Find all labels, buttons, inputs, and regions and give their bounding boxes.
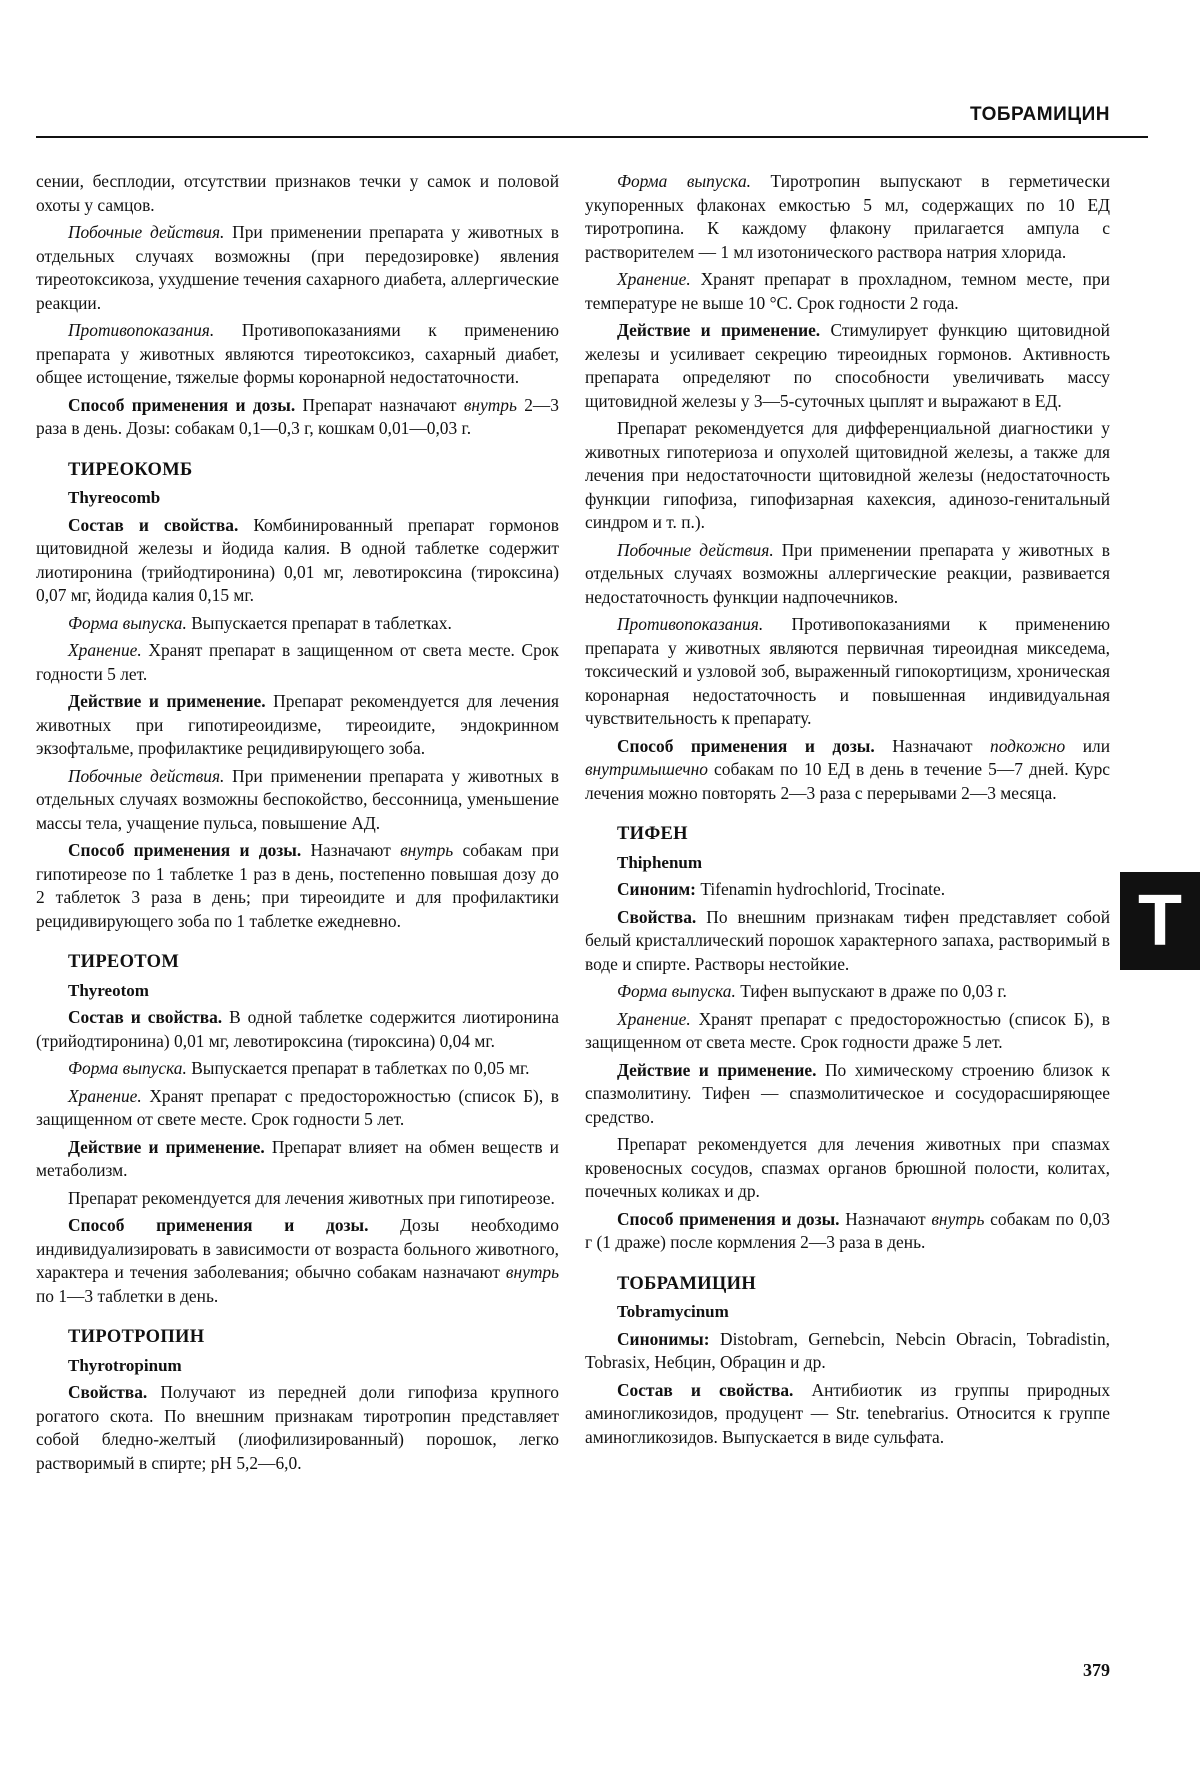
synonym-label: Синонимы: <box>617 1328 710 1349</box>
contraindications-text: Противопоказаниями к применению препарата у животных являются первичная тиреоидная микседема, токсический и узловой зоб, выраженный гипокортицизм, хроническая коронарная недостаточность и повышенная индивидуальная чувствительность к препарату. <box>585 614 1110 728</box>
storage-text: Хранят препарат в прохладном, темном месте, при температуре не выше 10 °С. Срок годности 2 года. <box>585 269 1110 313</box>
side-effects-label: Побочные действия. <box>68 765 225 786</box>
side-effects-paragraph <box>585 539 1110 610</box>
action-text: Стимулирует функцию щитовидной железы и усиливает секрецию тиреоидных гормонов. Активность препарата определяют по способности увеличивать массу щитовидной железы у 3—5-суточных цыплят и выражают в ЕД. <box>585 320 1110 411</box>
entry-latin-name: Thiphenum <box>617 852 703 872</box>
route-term: подкожно <box>990 735 1066 756</box>
storage-paragraph <box>36 1085 559 1132</box>
form-label: Форма выпуска. <box>68 612 187 633</box>
contraindications-paragraph <box>585 613 1110 731</box>
dosage-text-cont: собакам по 0,03 г (1 драже) после кормления 2—3 раза в день. <box>585 1208 1110 1252</box>
form-paragraph <box>36 612 559 636</box>
action-paragraph <box>585 1059 1110 1130</box>
route-term: внутрь <box>400 840 454 860</box>
entry-title: ТИРЕОКОМБ <box>68 459 193 480</box>
form-paragraph <box>36 1057 559 1081</box>
side-effects-text: При применении препарата у животных в отдельных случаях возможны беспокойство, бессонница, уменьшение массы тела, учащение пульса, повышение АД. <box>36 765 559 833</box>
route-term: внутрь <box>931 1208 985 1229</box>
dosage-paragraph <box>36 394 559 441</box>
composition-text: Антибиотик из группы природных аминогликозидов, продуцент — Str. tenebrarius. Относится к группе аминогликозидов. Выпускается в виде сульфата. <box>585 1379 1111 1447</box>
side-effects-paragraph <box>36 221 559 315</box>
running-head: ТОБРАМИЦИН <box>969 104 1110 125</box>
entry-tobramicin <box>585 1273 1110 1450</box>
action-text: Препарат влияет на обмен веществ и метаболизм. <box>36 1136 559 1180</box>
dosage-text-cont: по 1—3 таблетки в день. <box>36 1285 219 1306</box>
properties-text: По внешним признакам тифен представляет собой белый кристаллический порошок характерного запаха, растворимый в воде и спирте. Растворы нестойкие. <box>585 906 1110 974</box>
entry-tifen <box>585 823 1110 1255</box>
properties-label: Свойства. <box>617 906 697 927</box>
entry-tirotropin <box>36 1326 559 1475</box>
entry-title: ТИРЕОТОМ <box>68 952 180 972</box>
entry-tireotom <box>36 951 559 1308</box>
dosage-text: Назначают <box>301 840 401 860</box>
dosage-paragraph <box>36 839 559 933</box>
properties-paragraph <box>36 1381 559 1475</box>
composition-label: Состав и свойства. <box>617 1379 794 1400</box>
right-column <box>585 170 1110 1453</box>
dosage-text-cont: собакам по 10 ЕД в день в течение 5—7 дней. Курс лечения можно повторять 2—3 раза с перерывами 2—3 месяца. <box>585 759 1110 803</box>
form-text: Тифен выпускают в драже по 0,03 г. <box>735 981 1007 1001</box>
continuation-text: сении, бесплодии, отсутствии признаков течки у самок и половой охоты у самцов. <box>36 171 559 215</box>
dosage-text: Назначают <box>874 735 991 756</box>
left-column <box>36 170 559 1479</box>
properties-label: Свойства. <box>68 1382 148 1402</box>
entry-title: ТОБРАМИЦИН <box>617 1273 757 1294</box>
action-paragraph <box>36 690 559 761</box>
composition-paragraph <box>36 1006 559 1053</box>
dosage-text: Дозы необходимо индивидуализировать в зависимости от возраста больного животного, характера и течения заболевания; обычно собакам назначают <box>36 1215 559 1282</box>
storage-paragraph <box>585 268 1110 315</box>
dosage-text-cont: или <box>1065 735 1110 756</box>
page-number: 379 <box>1083 1660 1110 1680</box>
composition-text: В одной таблетке содержится лиотиронина (трийодтиронина) 0,01 мг, левотироксина (тироксина) 0,04 мг. <box>36 1007 559 1051</box>
side-effects-label: Побочные действия. <box>617 539 774 560</box>
route-term: внутрь <box>463 394 517 415</box>
properties-paragraph <box>585 906 1110 977</box>
form-paragraph <box>585 170 1110 264</box>
side-effects-label: Побочные действия. <box>68 222 225 242</box>
action-label: Действие и применение. <box>68 1136 265 1157</box>
dosage-label: Способ применения и дозы. <box>68 394 296 415</box>
thumb-index-tab: T <box>1120 872 1200 970</box>
composition-text: Комбинированный препарат гормонов щитовидной железы и йодида калия. В одной таблетке содержит лиотиронина (трийодтиронина) 0,01 мг, левотироксина (тироксина) 0,07 мг, йодида калия 0,15 мг. <box>36 514 559 605</box>
synonym-paragraph <box>585 878 1110 902</box>
storage-label: Хранение. <box>617 269 691 289</box>
route-term: внутримышечно <box>585 759 708 779</box>
side-effects-text: При применении препарата у животных в отдельных случаях возможны (при передозировке) явления тиреотоксикоза, ухудшение течения сахарного диабета, аллергические реакции. <box>36 222 559 313</box>
action-paragraph <box>585 319 1110 413</box>
dosage-paragraph <box>36 1214 559 1308</box>
synonym-text: Tifenamin hydrochlorid, Trocinate. <box>695 879 946 899</box>
composition-label: Состав и свойства. <box>68 514 239 535</box>
entry-title: ТИФЕН <box>617 824 688 844</box>
dosage-label: Способ применения и дозы. <box>617 1208 840 1229</box>
recommendation-paragraph: Препарат рекомендуется для лечения животных при гипотиреозе. <box>68 1187 555 1208</box>
dosage-text: Назначают <box>839 1208 932 1229</box>
contraindications-label: Противопоказания. <box>617 614 764 634</box>
action-label: Действие и применение. <box>617 1059 817 1080</box>
synonym-paragraph <box>585 1328 1110 1375</box>
dosage-label: Способ применения и дозы. <box>617 735 875 756</box>
storage-label: Хранение. <box>617 1008 691 1029</box>
storage-paragraph <box>36 639 559 686</box>
contraindications-label: Противопоказания. <box>68 320 215 340</box>
synonym-text: Distobram, Gernebcin, Nebcin Obracin, Tobradistin, Tobrasix, Небцин, Обрацин и др. <box>585 1328 1110 1372</box>
dosage-text: Препарат назначают <box>295 394 464 415</box>
side-effects-paragraph <box>36 765 559 836</box>
side-effects-text: При применении препарата у животных в отдельных случаях возможны аллергические реакции, развивается недостаточность функции надпочечников. <box>585 539 1110 607</box>
entry-latin-name: Thyreocomb <box>68 488 161 507</box>
form-label: Форма выпуска. <box>617 981 736 1001</box>
entry-latin-name: Thyreotom <box>68 980 149 1000</box>
recommendation-paragraph: Препарат рекомендуется для лечения животных при спазмах кровеносных сосудов, спазмах органов брюшной полости, колитах, почечных коликах и др. <box>585 1134 1110 1201</box>
form-label: Форма выпуска. <box>617 171 752 191</box>
route-term: внутрь <box>505 1262 559 1282</box>
storage-text: Хранят препарат с предосторожностью (список Б), в защищенном от свете месте. Срок годности 5 лет. <box>36 1085 559 1129</box>
action-paragraph <box>36 1136 559 1183</box>
action-label: Действие и применение. <box>68 691 266 711</box>
form-label: Форма выпуска. <box>68 1058 187 1078</box>
composition-paragraph <box>585 1379 1110 1450</box>
synonym-label: Синоним: <box>617 879 696 899</box>
action-label: Действие и применение. <box>617 320 821 340</box>
dosage-label: Способ применения и дозы. <box>68 1215 369 1235</box>
storage-label: Хранение. <box>68 640 142 660</box>
storage-label: Хранение. <box>68 1085 142 1106</box>
dosage-paragraph <box>585 735 1110 806</box>
contraindications-paragraph <box>36 319 559 390</box>
form-text: Тиротропин выпускают в герметически укупоренных флаконах емкостью 5 мл, содержащих по 10 ЕД тиротропина. К каждому флакону прилагается ампула с растворителем — 1 мл изотонического раствора натрия хлорида. <box>585 171 1111 262</box>
form-paragraph <box>585 980 1110 1004</box>
dosage-text-cont: 2—3 раза в день. Дозы: собакам 0,1—0,3 г, кошкам 0,01—0,03 г. <box>36 394 559 438</box>
storage-text: Хранят препарат с предосторожностью (список Б), в защищенном от света месте. Срок годности драже 5 лет. <box>585 1008 1110 1052</box>
header-rule <box>36 136 1148 138</box>
dosage-text-cont: собакам при гипотиреозе по 1 таблетке 1 раз в день, постепенно повышая дозу до 2 таблеток 3 раза в день; при тиреоидите и для профилактики рецидивирующего зоба по 1 таблетке ежедневно. <box>36 840 559 931</box>
entry-title: ТИРОТРОПИН <box>68 1327 205 1347</box>
recommendation-paragraph: Препарат рекомендуется для дифференциальной диагностики у животных гипотериоза и опухолей щитовидной железы, а также для лечения при недостаточности щитовидной железы (недостаточность функции гипофиза, гипофизарная кахексия, адинозо-генитальный синдром и т. п.). <box>585 418 1110 532</box>
contraindications-text: Противопоказаниями к применению препарата у животных являются тиреотоксикоз, сахарный диабет, общее истощение, тяжелые формы коронарной недостаточности. <box>36 320 559 387</box>
composition-label: Состав и свойства. <box>68 1007 223 1027</box>
storage-text: Хранят препарат в защищенном от света месте. Срок годности 5 лет. <box>36 640 559 684</box>
dosage-label: Способ применения и дозы. <box>68 840 302 860</box>
action-text: По химическому строению близок к спазмолитину. Тифен — спазмолитическое и сосудорасширяющее средство. <box>585 1059 1110 1127</box>
entry-latin-name: Thyrotropinum <box>68 1355 182 1375</box>
composition-paragraph <box>36 514 559 608</box>
properties-text: Получают из передней доли гипофиза крупного рогатого скота. По внешним признакам тиротропин представляет собой бледно-желтый (лиофилизированный) порошок, легко растворимый в спирте; pH 5,2—6,0. <box>36 1382 559 1473</box>
storage-paragraph <box>585 1008 1110 1055</box>
form-text: Выпускается препарат в таблетках по 0,05 мг. <box>186 1058 530 1078</box>
action-text: Препарат рекомендуется для лечения животных при гипотиреоидизме, тиреоидите, эндокринном экзофтальме, профилактике рецидивирующего зоба. <box>36 691 559 758</box>
entry-latin-name: Tobramycinum <box>617 1302 729 1321</box>
dosage-paragraph <box>585 1208 1110 1255</box>
entry-tireokomb <box>36 459 559 934</box>
form-text: Выпускается препарат в таблетках. <box>186 612 452 633</box>
